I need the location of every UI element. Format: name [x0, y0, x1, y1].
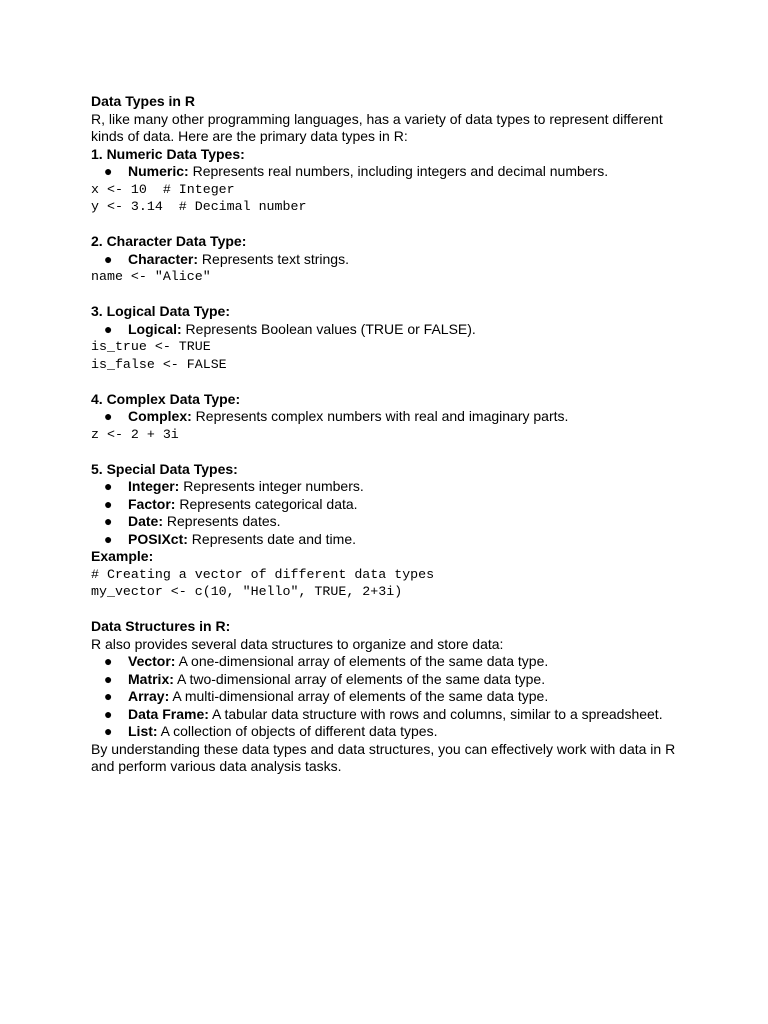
list-item [91, 496, 698, 514]
section-heading-complex: 4. Complex Data Type: [91, 390, 241, 407]
structures-intro: R also provides several data structures to organize and store data: [91, 635, 504, 652]
special-list [91, 478, 698, 548]
bullet-icon: ● [104, 530, 113, 547]
intro-paragraph: R, like many other programming languages, has a variety of data types to represent different kinds of data. Here are the primary data types in R: [91, 110, 663, 144]
code-line: y <- 3.14 # Decimal number [91, 199, 307, 214]
list-item-desc: Represents real numbers, including integers and decimal numbers. [188, 163, 609, 179]
structures-list [91, 653, 698, 741]
bullet-icon: ● [104, 163, 113, 179]
list-item [91, 513, 698, 531]
code-line: is_false <- FALSE [91, 356, 227, 372]
list-item [91, 408, 698, 426]
list-item-term: Matrix: [128, 670, 174, 687]
section-heading-structures: Data Structures in R: [91, 618, 231, 634]
bullet-icon: ● [104, 320, 113, 337]
bullet-icon: ● [104, 653, 113, 669]
code-line: name <- "Alice" [91, 269, 211, 284]
code-line: x <- 10 # Integer [91, 181, 235, 197]
list-item [91, 478, 698, 496]
numeric-list [91, 163, 698, 181]
list-item [91, 723, 698, 741]
character-list [91, 251, 698, 269]
list-item-term: Factor: [128, 495, 176, 512]
document-title: Data Types in R [91, 93, 195, 109]
bullet-icon: ● [104, 688, 113, 704]
list-item-desc: A tabular data structure with rows and columns, similar to a spreadsheet. [208, 705, 663, 722]
list-item [91, 251, 698, 269]
list-item-desc: Represents categorical data. [175, 495, 358, 512]
bullet-icon: ● [104, 513, 113, 529]
code-line: is_true <- TRUE [91, 339, 211, 354]
list-item-desc: A multi-dimensional array of elements of the same data type. [169, 688, 549, 704]
bullet-icon: ● [104, 705, 113, 722]
list-item-term: Vector: [128, 653, 176, 669]
list-item-desc: Represents complex numbers with real and imaginary parts. [191, 408, 569, 424]
list-item-term: POSIXct: [128, 530, 188, 547]
list-item-term: Numeric: [128, 163, 189, 179]
list-item-desc: Represents date and time. [187, 530, 357, 547]
section-heading-numeric: 1. Numeric Data Types: [91, 145, 245, 162]
list-item [91, 321, 698, 339]
conclusion-paragraph: By understanding these data types and data structures, you can effectively work with data in R and perform various data analysis tasks. [91, 740, 676, 774]
code-line: z <- 2 + 3i [91, 426, 179, 442]
complex-list [91, 408, 698, 426]
list-item [91, 163, 698, 181]
list-item-desc: A collection of objects of different data types. [157, 723, 438, 739]
list-item-term: Complex: [128, 408, 192, 424]
list-item-term: Array: [128, 688, 170, 704]
list-item-term: Integer: [128, 478, 180, 494]
list-item-term: Data Frame: [128, 705, 209, 722]
code-line: # Creating a vector of different data types [91, 566, 435, 582]
list-item [91, 706, 698, 724]
list-item [91, 653, 698, 671]
bullet-icon: ● [104, 670, 113, 687]
section-heading-character: 2. Character Data Type: [91, 233, 247, 249]
section-heading-special: 5. Special Data Types: [91, 460, 238, 477]
example-label: Example: [91, 548, 154, 564]
list-item-desc: A one-dimensional array of elements of the same data type. [175, 653, 549, 669]
bullet-icon: ● [104, 408, 113, 424]
list-item-desc: Represents integer numbers. [179, 478, 364, 494]
list-item-term: List: [128, 723, 158, 739]
list-item-desc: Represents dates. [163, 513, 281, 529]
section-heading-logical: 3. Logical Data Type: [91, 303, 230, 319]
list-item-term: Logical: [128, 320, 182, 337]
logical-list [91, 321, 698, 339]
bullet-icon: ● [104, 495, 113, 512]
list-item-desc: A two-dimensional array of elements of the same data type. [173, 670, 546, 687]
list-item [91, 671, 698, 689]
bullet-icon: ● [104, 250, 113, 267]
list-item-term: Date: [128, 513, 164, 529]
list-item [91, 688, 698, 706]
list-item-desc: Represents Boolean values (TRUE or FALSE). [181, 320, 476, 337]
list-item [91, 531, 698, 549]
list-item-desc: Represents text strings. [198, 250, 349, 267]
bullet-icon: ● [104, 478, 113, 494]
code-line: my_vector <- c(10, "Hello", TRUE, 2+3i) [91, 584, 403, 599]
list-item-term: Character: [128, 250, 199, 267]
bullet-icon: ● [104, 723, 113, 739]
